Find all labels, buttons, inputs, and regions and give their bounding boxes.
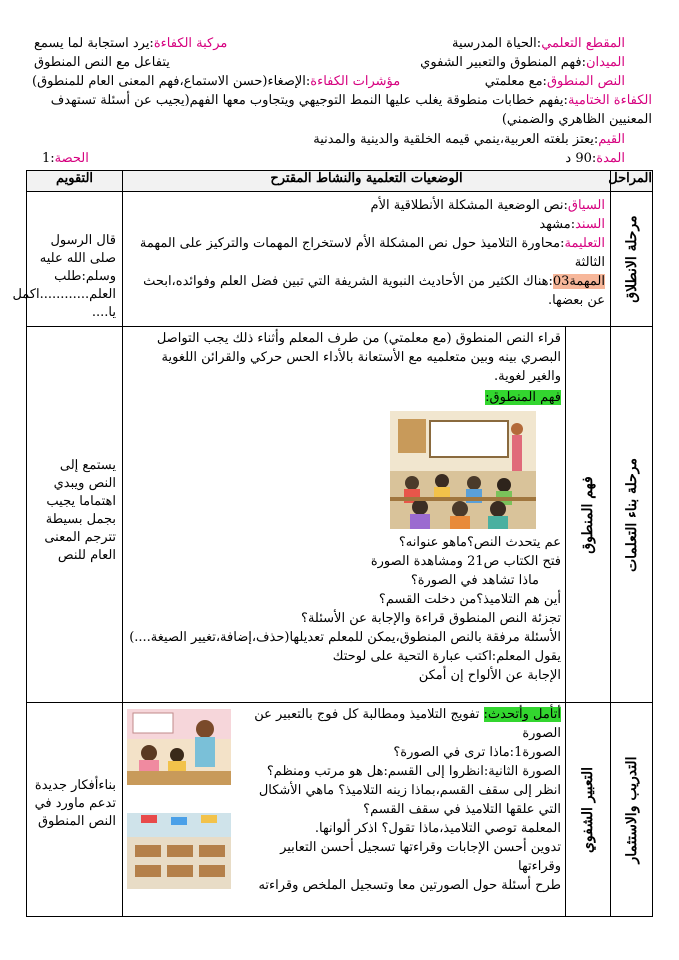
support-value: :مشهد	[539, 217, 576, 232]
comprehension-line: ماذا تشاهد في الصورة؟	[410, 573, 539, 588]
comprehension-line: يقول المعلم:اكتب عبارة التحية على لوحتك	[332, 649, 561, 664]
comprehension-line: تجزئة النص المنطوق قراءة والإجابة عن الأسئلة؟	[301, 611, 561, 626]
oral-line: المعلمة توصي التلاميذ،ماذا تقول؟ اذكر ألوانها.	[314, 821, 561, 836]
segment-value: :الحياة المدرسية	[452, 36, 542, 51]
comprehension-line: أين هم التلاميذ؟من دخلت القسم؟	[378, 592, 561, 607]
context-label: السياق	[567, 198, 605, 213]
comprehension-intro: قراء النص المنطوق (مع معلمتي) من طرف المعلم وأثناء ذلك يجب التواصل البصري بينه وبين متعلميه مع الأستعانة بالأداء الحس حركي والقرائن اللغوية والغير لغوية.	[156, 331, 561, 384]
oral-summary-line: طرح أسئلة حول الصورتين معا وتسجيل الملخص وقراءته	[258, 878, 561, 893]
oral-line: الصورة الثانية:انظروا إلى القسم:هل هو مرتب ومنظم؟	[266, 764, 561, 779]
instruction-label: التعليمة	[564, 236, 605, 251]
activities-cell-practice	[123, 703, 611, 917]
field-label: الميدان	[586, 55, 625, 70]
evaluation-cell-practice	[27, 703, 123, 917]
classroom-picture-2	[127, 813, 231, 889]
duration-value: :90 د	[565, 151, 597, 166]
oral-line: الصورة1:ماذا ترى في الصورة؟	[393, 745, 561, 760]
oral-line: انظر إلى سقف القسم،بماذا زينه التلاميذ؟ ماهي الأشكال التي علقها التلاميذ في سقف القسم؟	[258, 783, 561, 817]
sub-stage-cell-oral	[565, 703, 610, 916]
competency-component-value: :يرد استجابة لما يسمع	[34, 36, 154, 51]
observe-value: تفويج التلاميذ ومطالبة كل فوج بالتعبير عن الصورة	[254, 707, 561, 741]
stage-cell-launch	[611, 192, 653, 327]
final-competency-value: :يفهم خطابات منطوقة يغلب عليها النمط التوجيهي ويتجاوب معها الفهم(يجيب عن أسئلة تستهدف المعنيين الظاهري والضمني)	[50, 93, 652, 127]
lesson-table	[12, 170, 653, 917]
comprehension-line: الإجابة عن الألواح إن أمكن	[418, 668, 561, 683]
interacts-text: يتفاعل مع النص المنطوق	[34, 55, 170, 70]
values-value: :يعتز بلغته العربية،ينمي قيمه الخلقية والدينية والمدنية	[313, 132, 599, 147]
comprehension-line: فتح الكتاب ص21 ومشاهدة الصورة	[370, 554, 561, 569]
classroom-picture	[390, 411, 536, 529]
stage-building: مرحلة بناء التعلمات	[623, 457, 640, 572]
sub-stage-oral: التعبير الشفوي	[580, 766, 596, 853]
comprehension-line: الأسئلة مرفقة بالنص المنطوق،يمكن للمعلم تعديلها(حذف،إضافة،تغيير الصيغة....)	[129, 630, 561, 645]
activities-cell-building	[123, 327, 611, 703]
table-row-launch	[27, 192, 653, 327]
col-activities-header: الوضعيات التعلمية والنشاط المقترح	[123, 171, 611, 192]
duration-label: المدة	[596, 151, 625, 166]
comprehension-content	[123, 327, 566, 685]
activities-cell-launch	[123, 192, 611, 327]
evaluation-launch: قال الرسول صلى الله عليه وسلم:طلب العلم............اكمل يا....	[12, 233, 116, 320]
stage-cell-building	[611, 327, 653, 703]
sub-stage-comprehension: فهم المنطوق	[580, 475, 596, 554]
task-line	[128, 272, 605, 310]
evaluation-cell-launch	[12, 192, 123, 327]
stage-launch: مرحلة الانطلاق	[623, 215, 640, 303]
spoken-text-value: :مع معلمتي	[484, 74, 547, 89]
stage-practice: التدريب والاستثمار	[623, 756, 640, 863]
session-label: الحصة	[54, 151, 89, 166]
col-stages-header: المراحل	[611, 171, 653, 192]
table-row-practice	[27, 703, 653, 917]
table-header-row	[27, 171, 653, 192]
comprehension-label: فهم المنطوق:	[485, 390, 561, 405]
field-value: :فهم المنطوق والتعبير الشفوي	[420, 55, 586, 70]
col-evaluation-header: التقويم	[27, 171, 123, 192]
header-final-competency	[26, 91, 652, 129]
stage-cell-practice	[611, 703, 653, 917]
task-label: المهمة03	[552, 274, 605, 289]
spoken-text-label: النص المنطوق	[546, 74, 625, 89]
evaluation-cell-building	[27, 327, 123, 703]
segment-label: المقطع التعلمي	[541, 36, 625, 51]
instruction-line	[128, 234, 605, 272]
support-label: السند	[575, 217, 605, 232]
context-line	[128, 196, 605, 215]
competency-component-label: مركبة الكفاءة	[153, 36, 228, 51]
context-value: :نص الوضعية المشكلة الأنطلاقية الأم	[370, 198, 568, 213]
observe-label: أتأمل وأتحدث:	[483, 707, 561, 722]
session-value: :1	[42, 151, 55, 166]
picture-1-container	[127, 709, 231, 785]
evaluation-building: يستمع إلى النص ويبدي اهتماما يجيب بجمل بسيطة تترجم المعنى العام للنص	[44, 458, 116, 563]
oral-content	[235, 703, 566, 876]
values-label: القيم	[598, 132, 625, 147]
final-competency-label: الكفاءة الختامية	[567, 93, 652, 108]
classroom-picture-1	[127, 709, 231, 785]
indicators-value: :الإصغاء(حسن الاستماع،فهم المعنى العام للمنطوق)	[32, 74, 311, 89]
support-line	[128, 215, 605, 234]
classroom-picture-container	[128, 411, 561, 531]
table-row-building	[27, 327, 653, 703]
comprehension-line: عم يتحدث النص؟ماهو عنوانه؟	[398, 535, 561, 550]
oral-line: تدوين أحسن الإجابات وقراءتها تسجيل أحسن التعابير وقراءتها	[280, 840, 561, 874]
task-value: :هناك الكثير من الأحاديث النبوية الشريفة التي تبين فضل العلم وفوائده،ابحث عن بعضها.	[143, 274, 605, 308]
picture-2-container	[127, 813, 231, 889]
instruction-value: :محاورة التلاميذ حول نص المشكلة الأم لاستخراج المهمات والتركيز على المهمة الثالثة	[139, 236, 605, 270]
indicators-label: مؤشرات الكفاءة	[310, 74, 401, 89]
sub-stage-cell-comprehension	[565, 327, 610, 702]
evaluation-practice: بناءأفكار جديدة تدعم ماورد في النص المنطوق	[34, 778, 116, 829]
